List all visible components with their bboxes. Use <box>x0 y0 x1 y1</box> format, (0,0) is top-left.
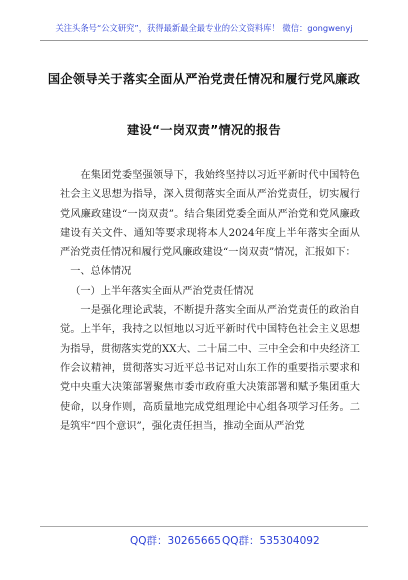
subsection-heading: （一）上半年落实全面从严治党责任情况 <box>70 285 254 297</box>
footer-divider <box>40 526 368 527</box>
document-title-line-1: 国企领导关于落实全面从严治党责任情况和履行党风廉政 <box>47 72 361 86</box>
intro-paragraph: 在集团党委坚强领导下，我始终坚持以习近平新时代中国特色社会主义思想为指导，深入贯彻落实全面从严治党责任，切实履行党风廉政建设“一岗双责”。结合集团党委全面从严治党和党风廉政建设有关文件、通知等要求现将本人2024年度上半年落实全面从严治党责任情况和履行党风廉政建设“一岗双责”情况，汇报如下： <box>60 170 360 259</box>
document-title-line-2: 建设“一岗双责”情况的报告 <box>127 123 281 137</box>
section-heading: 一、总体情况 <box>70 266 132 278</box>
header-banner: 关注头条号“公文研究”，获得最新最全最专业的公文资料库！ 微信：gongwenyj <box>55 23 353 33</box>
body-paragraph: 一是强化理论武装，不断提升落实全面从严治党责任的政治自觉。上半年，我持之以恒地以习近平新时代中国特色社会主义思想为指导，贯彻落实党的XX大、二十届二中、三中全会和中央经济工作会议精神，贯彻落实习近平总书记对山东工作的重要指示要求和党中央重大决策部署聚焦市委市政府重大决策部署和赋予集团重大使命，以身作则，高质量地完成党组理论中心组各项学习任务。二是筑牢“四个意识”，强化责任担当，推动全面从严治党 <box>60 305 360 432</box>
footer-qq-group-2: QQ群：535304092 <box>222 535 320 547</box>
document-body <box>60 166 360 436</box>
header-divider <box>40 40 368 41</box>
footer-qq-group-1: QQ群：30265665 <box>130 535 221 547</box>
